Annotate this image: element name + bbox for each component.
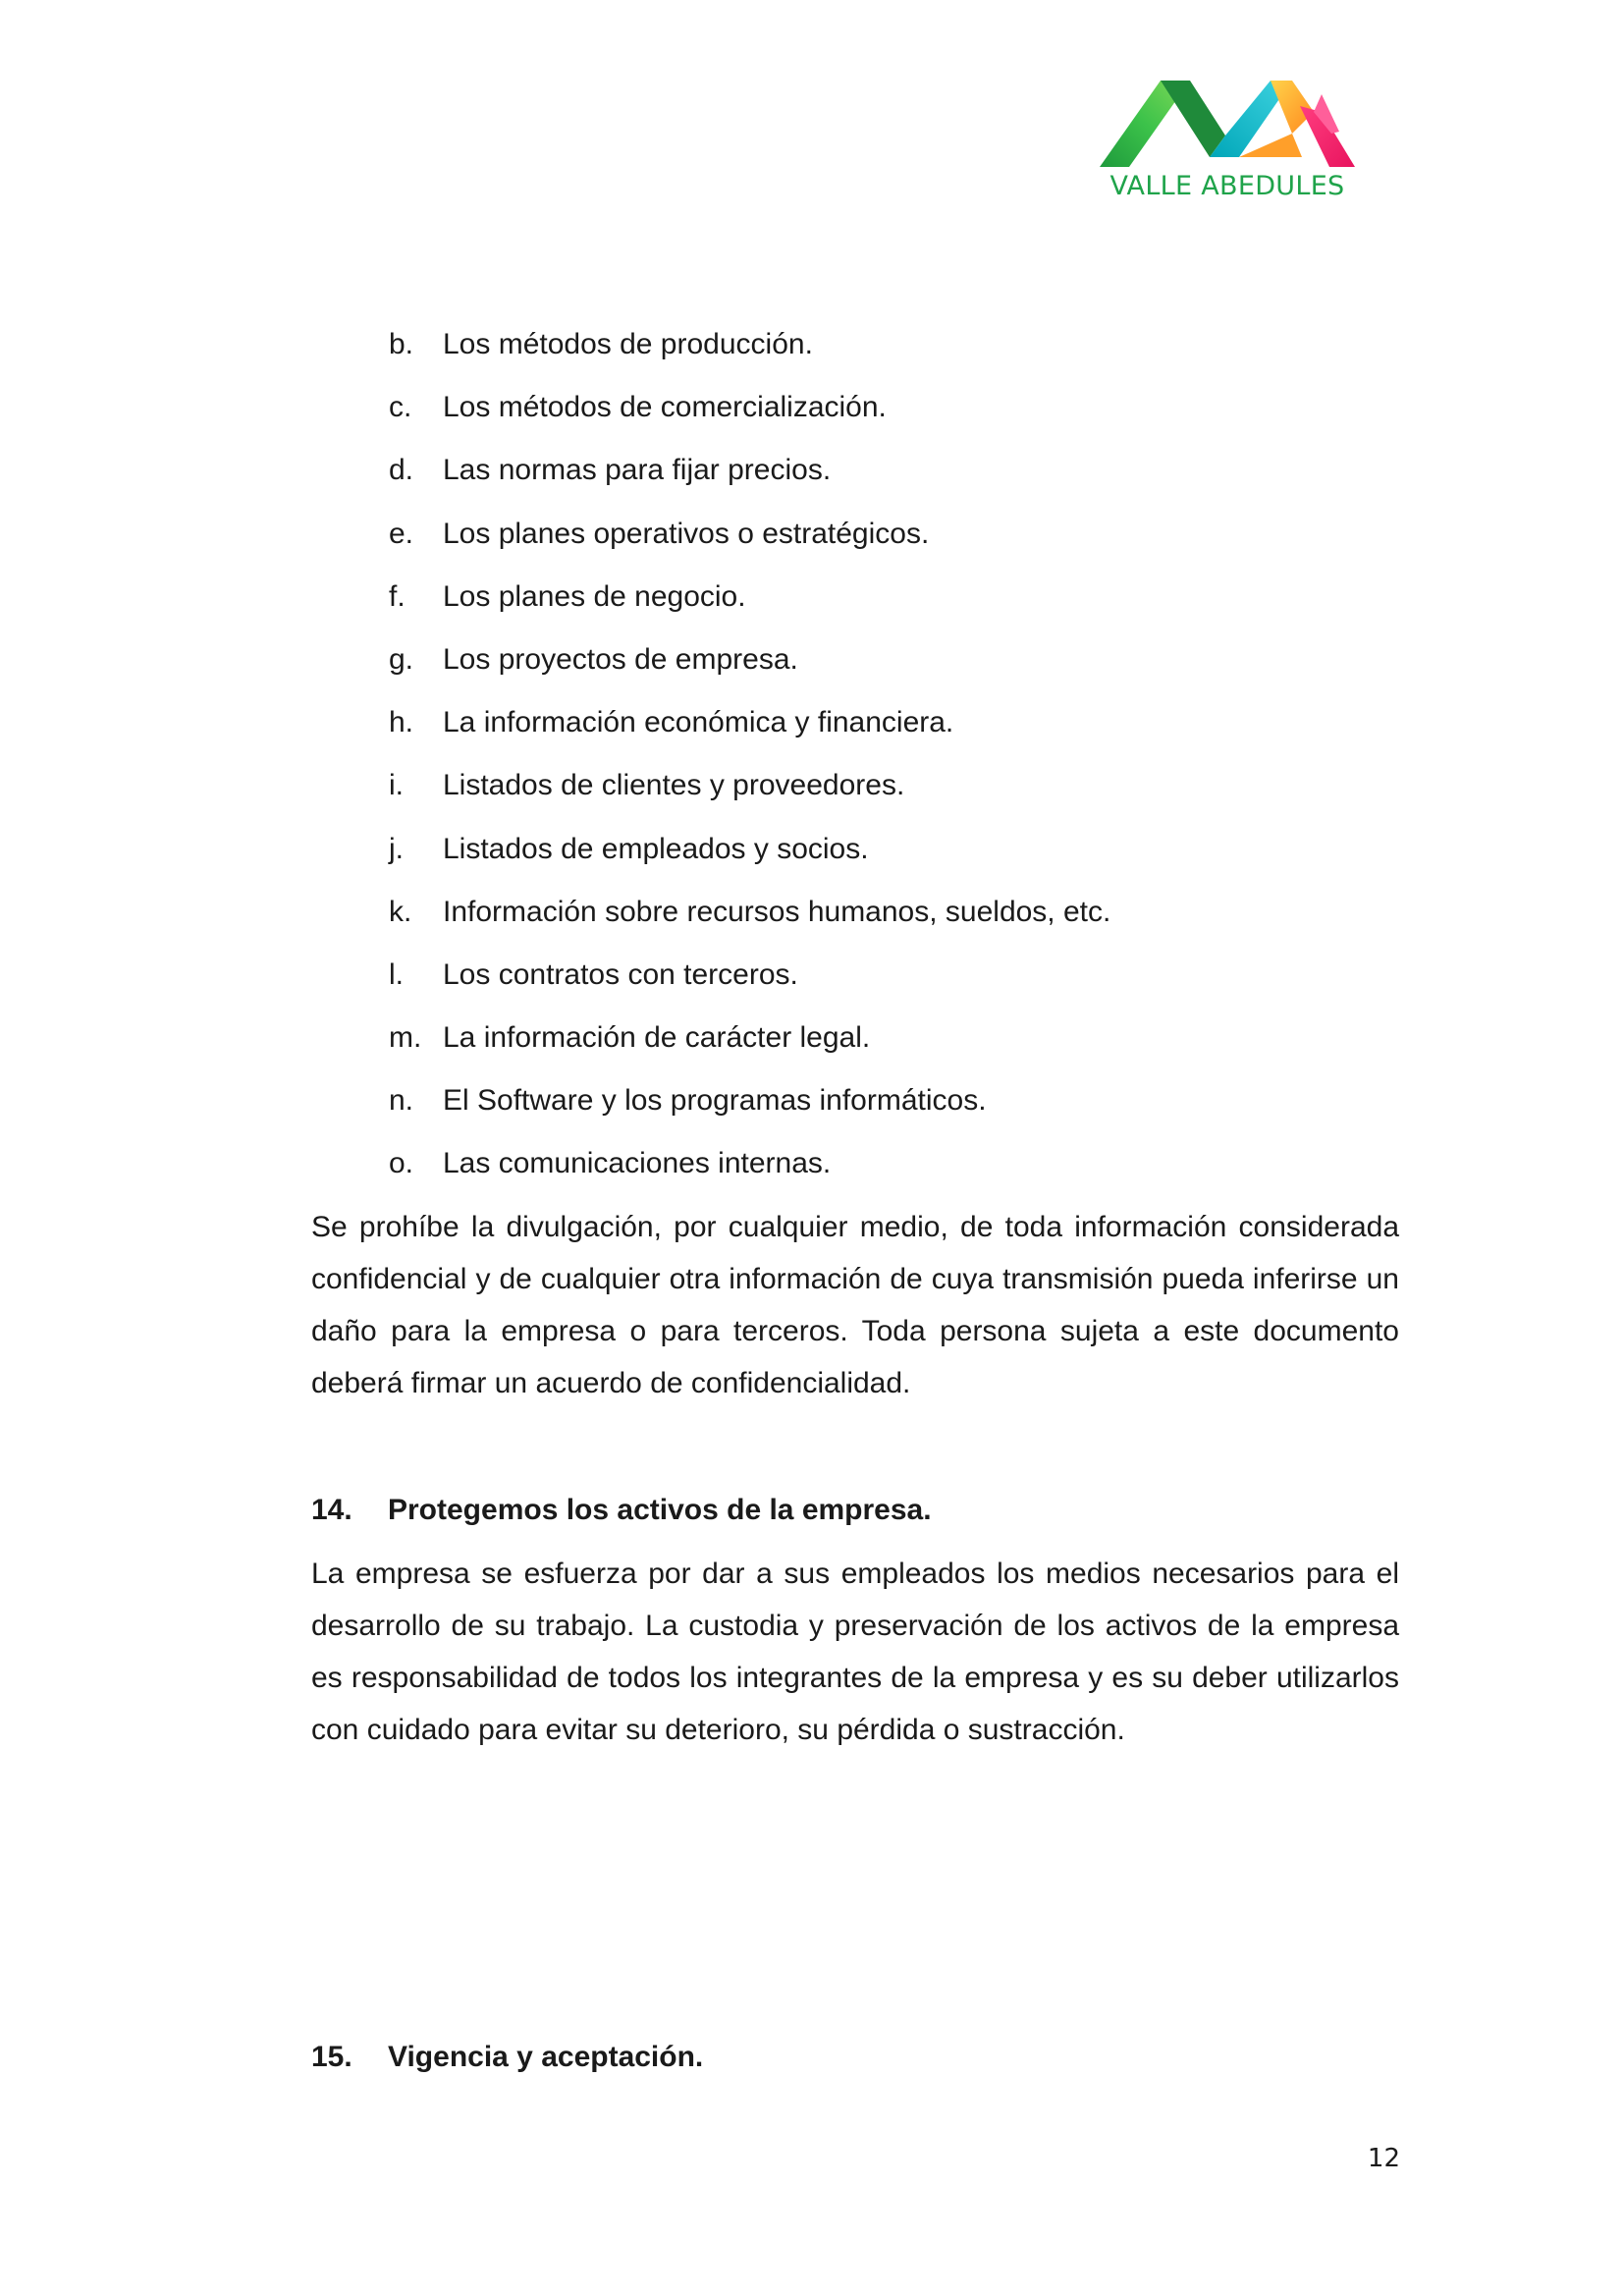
list-item-text: Las comunicaciones internas. [443, 1147, 832, 1180]
list-marker: i. [389, 769, 404, 802]
section-14-heading [311, 1492, 932, 1529]
section-14-body: La empresa se esfuerza por dar a sus empleados los medios necesarios para el desarrollo de su trabajo. La custodia y preservación de los activos de la empresa es responsabilidad de todos los integrantes de la empresa y es su deber utilizarlos con cuidado para evitar su deterioro, su pérdida o sustracción. [311, 1558, 1399, 1746]
list-marker: j. [389, 832, 404, 865]
section-title: Protegemos los activos de la empresa. [388, 1494, 932, 1526]
list-item-text: La información económica y financiera. [443, 706, 954, 739]
list-item-text: El Software y los programas informáticos. [443, 1084, 987, 1118]
list-marker: b. [389, 328, 414, 360]
list-marker: e. [389, 517, 414, 550]
list-marker: k. [389, 895, 412, 928]
list-marker: n. [389, 1084, 414, 1118]
list-marker: l. [389, 957, 404, 991]
list-item-text: Los proyectos de empresa. [443, 642, 798, 676]
list-item-text: Los métodos de comercialización. [443, 391, 887, 424]
page-number: 12 [1367, 2144, 1400, 2173]
list-item-text: Los planes operativos o estratégicos. [443, 517, 930, 550]
list-item-text: Información sobre recursos humanos, sueldos, etc. [443, 895, 1111, 928]
list-marker: f. [389, 579, 406, 613]
list-item-text: Los métodos de producción. [443, 328, 813, 360]
logo-text: VALLE ABEDULES [1109, 171, 1345, 201]
list-item-text: Los planes de negocio. [443, 579, 746, 613]
list-item-text: Listados de empleados y socios. [443, 832, 869, 865]
section-number: 14. [311, 1494, 352, 1526]
section-15-heading [311, 2039, 703, 2076]
list-marker: h. [389, 706, 414, 739]
list-item-text: La información de carácter legal. [443, 1021, 871, 1055]
section-number: 15. [311, 2041, 352, 2073]
confidentiality-paragraph: Se prohíbe la divulgación, por cualquier medio, de toda información considerada confidencial y de cualquier otra información de cuya transmisión pueda inferirse un daño para la empresa o para terceros. Toda persona sujeta a este documento deberá firmar un acuerdo de confidencialidad. [311, 1211, 1399, 1399]
list-item-text: Los contratos con terceros. [443, 957, 798, 991]
list-marker: m. [389, 1021, 422, 1055]
list-item-text: Las normas para fijar precios. [443, 454, 832, 487]
list-marker: o. [389, 1147, 414, 1180]
section-title: Vigencia y aceptación. [388, 2041, 704, 2073]
list-marker: c. [389, 391, 412, 424]
company-logo [1080, 77, 1375, 209]
logo-mountains-icon [1100, 77, 1355, 175]
list-marker: d. [389, 454, 414, 487]
list-item-text: Listados de clientes y proveedores. [443, 769, 905, 802]
list-marker: g. [389, 642, 414, 676]
